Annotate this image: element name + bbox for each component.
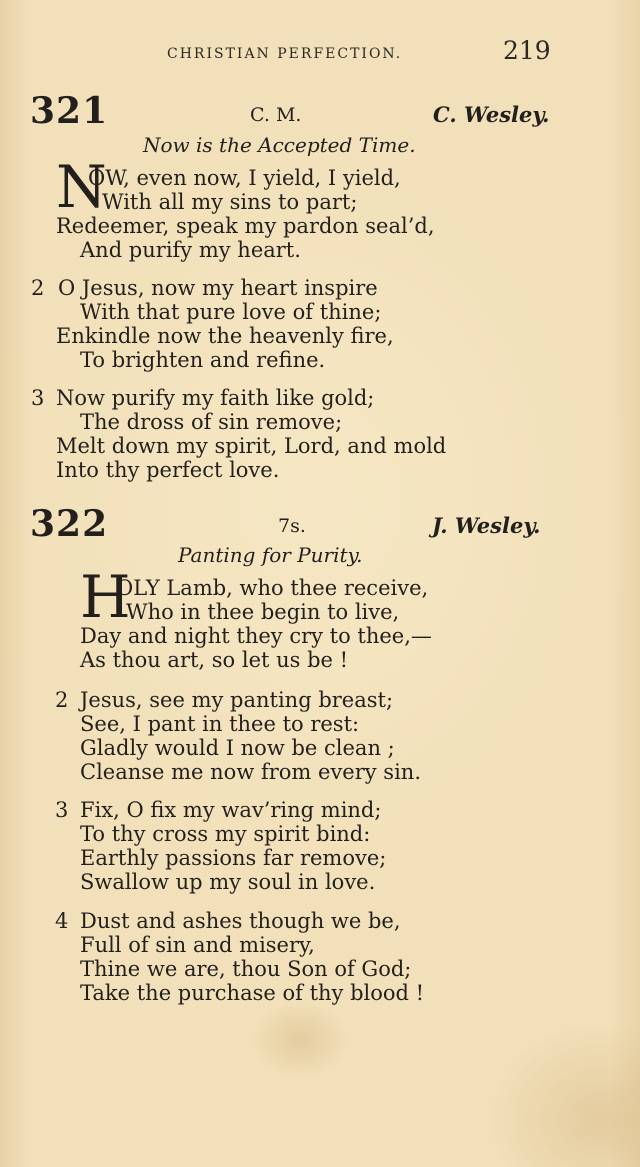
verse-line: Into thy perfect love. — [56, 458, 280, 482]
verse-line: Full of sin and misery, — [80, 933, 315, 957]
hymn-number: 321 — [30, 90, 109, 132]
verse-line: Cleanse me now from every sin. — [80, 760, 422, 784]
verse-line: Thine we are, thou Son of God; — [80, 957, 412, 981]
verse-number: 2 — [31, 276, 45, 300]
hymn-title: Now is the Accepted Time. — [143, 133, 416, 157]
verse-line: With that pure love of thine; — [80, 300, 382, 324]
verse-line: OW, even now, I yield, I yield, — [88, 166, 401, 190]
verse-line: With all my sins to part; — [102, 190, 358, 214]
verse-number: 3 — [55, 798, 69, 822]
hymn-title: Panting for Purity. — [178, 543, 363, 567]
hymn-author: C. Wesley. — [433, 102, 550, 127]
verse-line: Redeemer, speak my pardon seal’d, — [56, 214, 435, 238]
verse-line: Enkindle now the heavenly fire, — [56, 324, 394, 348]
verse-line: Melt down my spirit, Lord, and mold — [56, 434, 447, 458]
running-title: CHRISTIAN PERFECTION. — [167, 46, 403, 62]
hymn-author: J. Wesley. — [432, 513, 541, 538]
verse-line: Now purify my faith like gold; — [56, 386, 375, 410]
page-number: 219 — [503, 36, 551, 65]
verse-number: 4 — [55, 909, 69, 933]
verse-line: Day and night they cry to thee,— — [80, 624, 432, 648]
verse-line: Gladly would I now be clean ; — [80, 736, 395, 760]
verse-line: OLY Lamb, who thee receive, — [116, 576, 429, 600]
verse-line: Dust and ashes though we be, — [80, 909, 401, 933]
verse-line: And purify my heart. — [80, 238, 301, 262]
hymn-meter: 7s. — [278, 515, 306, 537]
drop-cap: N — [56, 153, 107, 221]
verse-line: Fix, O fix my wav’ring mind; — [80, 798, 382, 822]
verse-line: The dross of sin remove; — [80, 410, 343, 434]
hymn-meter: C. M. — [250, 104, 302, 126]
verse-line: To brighten and refine. — [80, 348, 326, 372]
verse-number: 3 — [31, 386, 45, 410]
verse-line: As thou art, so let us be ! — [80, 648, 349, 672]
drop-cap: H — [80, 563, 131, 631]
verse-line: O Jesus, now my heart inspire — [58, 276, 378, 300]
verse-number: 2 — [55, 688, 69, 712]
verse-line: Take the purchase of thy blood ! — [80, 981, 425, 1005]
verse-line: Jesus, see my panting breast; — [80, 688, 394, 712]
hymn-number: 322 — [30, 503, 109, 545]
verse-line: Earthly passions far remove; — [80, 846, 387, 870]
verse-line: To thy cross my spirit bind: — [80, 822, 371, 846]
verse-line: See, I pant in thee to rest: — [80, 712, 360, 736]
verse-line: Who in thee begin to live, — [126, 600, 400, 624]
verse-line: Swallow up my soul in love. — [80, 870, 376, 894]
